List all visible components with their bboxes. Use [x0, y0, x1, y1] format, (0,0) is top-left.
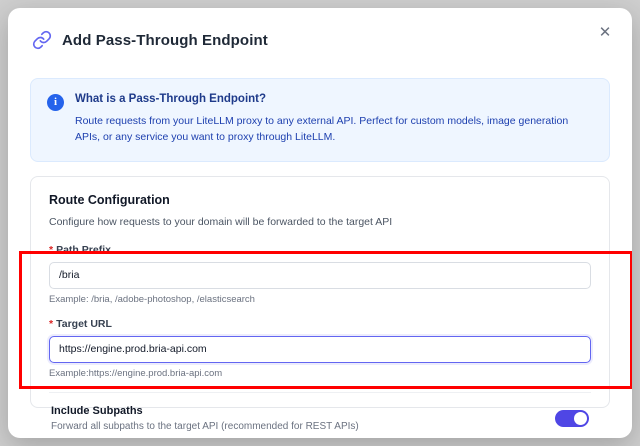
- route-section-subtitle: Configure how requests to your domain will be forwarded to the target API: [49, 215, 393, 228]
- include-subpaths-title: Include Subpaths: [51, 404, 143, 417]
- target-url-hint: Example:https://engine.prod.bria-api.com: [49, 367, 223, 379]
- include-subpaths-text: [51, 405, 359, 432]
- path-prefix-field: [49, 244, 591, 305]
- info-callout: [30, 78, 610, 162]
- path-prefix-hint: Example: /bria, /adobe-photoshop, /elasticsearch: [49, 293, 255, 305]
- include-subpaths-toggle[interactable]: [555, 410, 589, 427]
- route-section-title: Route Configuration: [49, 192, 170, 207]
- path-prefix-label: [49, 244, 591, 256]
- path-prefix-label-text: Path Prefix: [56, 243, 111, 256]
- info-title: What is a Pass-Through Endpoint?: [75, 93, 267, 105]
- target-url-field: [49, 318, 591, 379]
- route-configuration-card: [30, 176, 610, 432]
- target-url-label-text: Target URL: [56, 317, 112, 330]
- required-marker: *: [49, 317, 54, 330]
- target-url-input[interactable]: [49, 336, 591, 363]
- modal-header: [8, 8, 632, 50]
- add-pass-through-endpoint-modal: [8, 8, 632, 438]
- toggle-knob: [574, 412, 587, 425]
- close-icon[interactable]: ✕: [598, 24, 612, 41]
- include-subpaths-row: [49, 393, 591, 432]
- target-url-label: [49, 318, 591, 330]
- required-marker: *: [49, 243, 54, 256]
- info-description: Route requests from your LiteLLM proxy to any external API. Perfect for custom models, image generation APIs, or any service you want to proxy through LiteLLM.: [75, 115, 569, 144]
- link-icon: [32, 30, 52, 50]
- info-icon: i: [47, 94, 64, 111]
- info-content: [75, 93, 593, 146]
- path-prefix-input[interactable]: [49, 262, 591, 289]
- include-subpaths-subtitle: Forward all subpaths to the target API (recommended for REST APIs): [51, 420, 359, 432]
- page-title: Add Pass-Through Endpoint: [62, 31, 268, 49]
